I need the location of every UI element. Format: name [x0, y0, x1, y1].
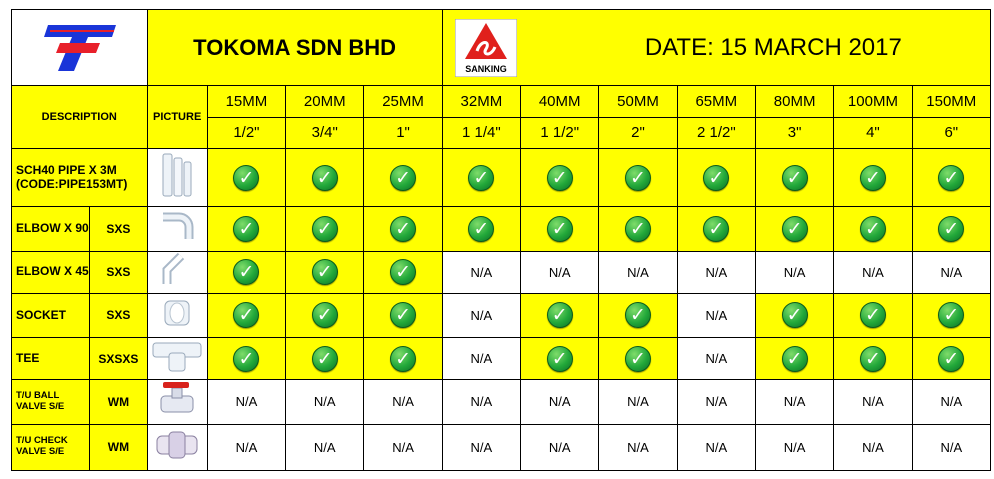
available-cell — [677, 207, 755, 251]
available-cell — [599, 207, 677, 251]
product-row — [12, 380, 991, 424]
product-label: ELBOW X 45 — [12, 251, 90, 293]
not-available-cell: N/A — [834, 380, 912, 424]
available-cell — [364, 148, 442, 206]
green-check-icon — [468, 165, 494, 191]
size-inch-header: 1 1/2" — [521, 117, 599, 148]
product-row — [12, 207, 991, 251]
size-inch-header: 1/2" — [207, 117, 285, 148]
size-inch-header: 3" — [755, 117, 833, 148]
tokoma-logo-icon — [30, 15, 128, 75]
green-check-icon — [312, 259, 338, 285]
not-available-cell: N/A — [677, 293, 755, 337]
date-cell — [442, 10, 990, 86]
green-check-icon — [468, 216, 494, 242]
size-mm-header: 100MM — [834, 86, 912, 117]
size-mm-header: 40MM — [521, 86, 599, 117]
green-check-icon — [703, 165, 729, 191]
size-inch-header: 1" — [364, 117, 442, 148]
size-inch-header: 3/4" — [286, 117, 364, 148]
not-available-cell: N/A — [521, 424, 599, 470]
not-available-cell: N/A — [755, 251, 833, 293]
available-cell — [755, 293, 833, 337]
available-cell — [834, 207, 912, 251]
green-check-icon — [390, 259, 416, 285]
product-joint-type: SXS — [90, 293, 147, 337]
green-check-icon — [547, 302, 573, 328]
size-mm-header: 32MM — [442, 86, 520, 117]
available-cell — [521, 293, 599, 337]
available-cell — [599, 148, 677, 206]
not-available-cell: N/A — [442, 338, 520, 380]
size-inch-header: 6" — [912, 117, 990, 148]
available-cell — [834, 148, 912, 206]
green-check-icon — [625, 302, 651, 328]
not-available-cell: N/A — [521, 380, 599, 424]
not-available-cell: N/A — [364, 380, 442, 424]
product-label: SOCKET — [12, 293, 90, 337]
available-cell — [599, 293, 677, 337]
product-row — [12, 293, 991, 337]
not-available-cell: N/A — [207, 380, 285, 424]
available-cell — [286, 251, 364, 293]
green-check-icon — [860, 302, 886, 328]
product-joint-type: SXSXS — [90, 338, 147, 380]
available-cell — [207, 207, 285, 251]
green-check-icon — [782, 216, 808, 242]
available-cell — [364, 251, 442, 293]
product-label: TEE — [12, 338, 90, 380]
product-availability-table — [11, 9, 991, 471]
green-check-icon — [547, 216, 573, 242]
product-picture — [147, 293, 207, 337]
product-row — [12, 424, 991, 470]
available-cell — [521, 338, 599, 380]
size-mm-header: 150MM — [912, 86, 990, 117]
available-cell — [442, 148, 520, 206]
available-cell — [912, 207, 990, 251]
product-joint-type: SXS — [90, 207, 147, 251]
pipe-icon — [157, 150, 197, 205]
not-available-cell: N/A — [207, 424, 285, 470]
green-check-icon — [938, 165, 964, 191]
green-check-icon — [782, 302, 808, 328]
not-available-cell: N/A — [912, 424, 990, 470]
available-cell — [207, 293, 285, 337]
not-available-cell: N/A — [364, 424, 442, 470]
product-joint-type: WM — [90, 424, 147, 470]
size-mm-header: 80MM — [755, 86, 833, 117]
not-available-cell: N/A — [599, 424, 677, 470]
green-check-icon — [625, 216, 651, 242]
green-check-icon — [782, 346, 808, 372]
available-cell — [755, 207, 833, 251]
size-mm-header: 25MM — [364, 86, 442, 117]
size-mm-header: 20MM — [286, 86, 364, 117]
sanking-logo-text: SANKING — [464, 63, 507, 74]
not-available-cell: N/A — [912, 251, 990, 293]
green-check-icon — [938, 302, 964, 328]
product-row — [12, 148, 991, 206]
available-cell — [364, 207, 442, 251]
product-picture — [147, 148, 207, 206]
not-available-cell: N/A — [912, 380, 990, 424]
not-available-cell: N/A — [442, 251, 520, 293]
size-inch-header: 4" — [834, 117, 912, 148]
company-logo-cell — [12, 10, 148, 86]
not-available-cell: N/A — [442, 424, 520, 470]
available-cell — [912, 293, 990, 337]
not-available-cell: N/A — [442, 380, 520, 424]
not-available-cell: N/A — [677, 380, 755, 424]
product-picture — [147, 380, 207, 424]
company-name: TOKOMA SDN BHD — [147, 10, 442, 86]
not-available-cell: N/A — [677, 251, 755, 293]
not-available-cell: N/A — [755, 424, 833, 470]
available-cell — [286, 293, 364, 337]
available-cell — [755, 148, 833, 206]
size-inch-header: 2" — [599, 117, 677, 148]
available-cell — [834, 338, 912, 380]
product-label: T/U BALL VALVE S/E — [12, 380, 90, 424]
available-cell — [286, 207, 364, 251]
green-check-icon — [625, 165, 651, 191]
green-check-icon — [233, 346, 259, 372]
sanking-logo-icon — [455, 19, 517, 77]
elbow-90-icon — [157, 209, 197, 248]
green-check-icon — [312, 346, 338, 372]
product-label: SCH40 PIPE X 3M (CODE:PIPE153MT) — [12, 148, 148, 206]
available-cell — [834, 293, 912, 337]
green-check-icon — [312, 165, 338, 191]
product-joint-type: WM — [90, 380, 147, 424]
green-check-icon — [782, 165, 808, 191]
not-available-cell: N/A — [521, 251, 599, 293]
green-check-icon — [938, 346, 964, 372]
available-cell — [364, 338, 442, 380]
product-picture — [147, 207, 207, 251]
check-valve-icon — [153, 428, 201, 467]
not-available-cell: N/A — [677, 424, 755, 470]
not-available-cell: N/A — [599, 380, 677, 424]
ball-valve-icon — [155, 380, 199, 423]
green-check-icon — [233, 165, 259, 191]
available-cell — [755, 338, 833, 380]
size-mm-header: 65MM — [677, 86, 755, 117]
green-check-icon — [547, 165, 573, 191]
available-cell — [521, 148, 599, 206]
green-check-icon — [390, 346, 416, 372]
available-cell — [207, 338, 285, 380]
available-cell — [912, 338, 990, 380]
green-check-icon — [312, 302, 338, 328]
green-check-icon — [860, 216, 886, 242]
available-cell — [677, 148, 755, 206]
product-row — [12, 338, 991, 380]
available-cell — [599, 338, 677, 380]
not-available-cell: N/A — [677, 338, 755, 380]
elbow-45-icon — [157, 252, 197, 293]
not-available-cell: N/A — [834, 251, 912, 293]
size-inch-header: 1 1/4" — [442, 117, 520, 148]
green-check-icon — [390, 302, 416, 328]
product-label: ELBOW X 90 — [12, 207, 90, 251]
green-check-icon — [938, 216, 964, 242]
green-check-icon — [703, 216, 729, 242]
product-label: T/U CHECK VALVE S/E — [12, 424, 90, 470]
not-available-cell: N/A — [442, 293, 520, 337]
not-available-cell: N/A — [599, 251, 677, 293]
product-picture — [147, 424, 207, 470]
green-check-icon — [233, 302, 259, 328]
not-available-cell: N/A — [755, 380, 833, 424]
green-check-icon — [390, 165, 416, 191]
not-available-cell: N/A — [286, 424, 364, 470]
green-check-icon — [860, 346, 886, 372]
green-check-icon — [312, 216, 338, 242]
available-cell — [442, 207, 520, 251]
report-date: DATE: 15 MARCH 2017 — [644, 33, 902, 61]
not-available-cell: N/A — [834, 424, 912, 470]
product-picture — [147, 338, 207, 380]
green-check-icon — [233, 216, 259, 242]
size-inch-header: 2 1/2" — [677, 117, 755, 148]
available-cell — [364, 293, 442, 337]
not-available-cell: N/A — [286, 380, 364, 424]
product-joint-type: SXS — [90, 251, 147, 293]
tee-icon — [151, 339, 203, 378]
available-cell — [912, 148, 990, 206]
product-picture — [147, 251, 207, 293]
available-cell — [286, 148, 364, 206]
available-cell — [286, 338, 364, 380]
picture-header: PICTURE — [147, 86, 207, 148]
available-cell — [207, 251, 285, 293]
socket-icon — [157, 295, 197, 336]
description-header: DESCRIPTION — [12, 86, 148, 148]
green-check-icon — [860, 165, 886, 191]
available-cell — [521, 207, 599, 251]
size-mm-header: 50MM — [599, 86, 677, 117]
available-cell — [207, 148, 285, 206]
size-mm-header: 15MM — [207, 86, 285, 117]
green-check-icon — [547, 346, 573, 372]
product-row — [12, 251, 991, 293]
green-check-icon — [625, 346, 651, 372]
green-check-icon — [233, 259, 259, 285]
green-check-icon — [390, 216, 416, 242]
